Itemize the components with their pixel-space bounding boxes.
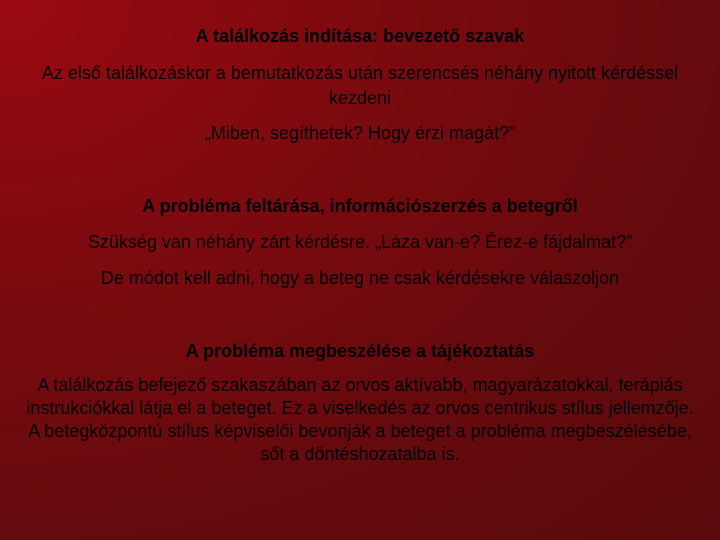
section-intro-heading: A találkozás indítása: bevezető szavak — [195, 26, 525, 46]
section-exploration-text-line-1: Szükség van néhány zárt kérdésre. „Láza van-e? Érez-e fájdalmat?” — [87, 232, 633, 252]
section-exploration-heading: A probléma feltárása, információszerzés a betegről — [142, 196, 578, 216]
section-exploration-text-line-2: De módot kell adni, hogy a beteg ne csak kérdésekre válaszoljon — [100, 268, 620, 288]
section-intro-quote: „Miben, segíthetek? Hogy érzi magát?” — [204, 123, 516, 143]
section-intro-text-line-2: kezdeni — [328, 88, 392, 108]
section-discussion-paragraph: A találkozás befejező szakaszában az orvos aktívabb, magyarázatokkal, terápiás instrukciókkal látja el a beteget. Ez a viselkedés az orvos centrikus stílus jellemzője. A betegközpontú stílus képviselői bevonják a beteget a probléma megbeszélésébe, sőt a döntéshozatalba is. — [26, 375, 694, 464]
section-discussion-heading: A probléma megbeszélése a tájékoztatás — [185, 341, 535, 361]
section-intro-text-line-1: Az első találkozáskor a bemutatkozás után szerencsés néhány nyitott kérdéssel — [41, 63, 679, 83]
